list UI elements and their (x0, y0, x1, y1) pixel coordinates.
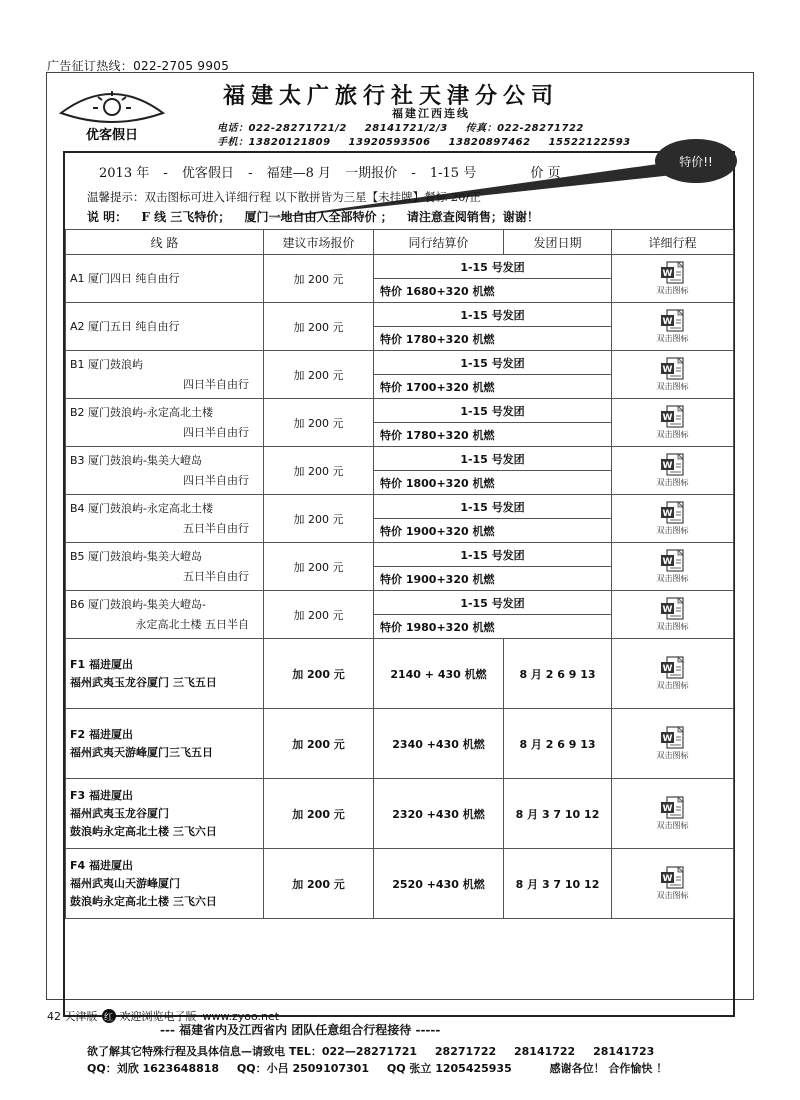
itinerary-icon-cell[interactable] (612, 639, 734, 709)
itinerary-label: 双击图标 (656, 891, 689, 900)
itinerary-icon-cell[interactable] (612, 849, 734, 919)
route-cell: B2 厦门鼓浪屿-永定高北土楼 四日半自由行 (66, 399, 264, 447)
route-cell: B1 厦门鼓浪屿 四日半自由行 (66, 351, 264, 399)
col-market-price: 建议市场报价 (264, 230, 374, 255)
itinerary-icon-cell[interactable] (612, 495, 734, 543)
market-price-cell: 加 200 元 (264, 447, 374, 495)
table-row (66, 351, 734, 399)
table-row (66, 591, 734, 639)
word-doc-icon (660, 405, 686, 429)
route-cell: F4 福进厦出 福州武夷山天游峰厦门 鼓浪屿永定高北土楼 三飞六日 (66, 849, 264, 919)
market-price-cell: 加 200 元 (264, 495, 374, 543)
svg-text:W: W (662, 557, 672, 567)
itinerary-label: 双击图标 (656, 286, 689, 295)
route-cell: F3 福进厦出 福州武夷玉龙谷厦门 鼓浪屿永定高北土楼 三飞六日 (66, 779, 264, 849)
table-row (66, 255, 734, 303)
word-doc-icon (660, 656, 686, 680)
settle-price-cell: 1-15 号发团 特价 1680+320 机燃 (374, 255, 612, 303)
itinerary-icon-cell[interactable] (612, 447, 734, 495)
contact-line-1 (217, 119, 598, 134)
route-cell: A1 厦门四日 纯自由行 (66, 255, 264, 303)
table-header-row (66, 230, 734, 255)
itinerary-label: 双击图标 (656, 382, 689, 391)
table-row (66, 495, 734, 543)
itinerary-label: 双击图标 (656, 526, 689, 535)
warm-tip: 温馨提示：双击图标可进入详细行程 以下散拼皆为三星【未挂牌】餐标 20/正 (87, 190, 481, 204)
settle-price-cell: 2320 +430 机燃 (374, 779, 504, 849)
table-row (66, 639, 734, 709)
contact-phone-2: 28141721/2/3 (364, 123, 448, 134)
sun-logo-icon (57, 81, 167, 143)
route-cell: F2 福进厦出 福州武夷天游峰厦门三飞五日 (66, 709, 264, 779)
itinerary-label: 双击图标 (656, 821, 689, 830)
word-doc-icon (660, 501, 686, 525)
word-doc-icon (660, 309, 686, 333)
svg-text:W: W (662, 269, 672, 279)
company-logo (57, 81, 167, 143)
welcome-text: 欢迎浏览电子版 (119, 1010, 197, 1023)
svg-text:W: W (662, 605, 672, 615)
settle-price-cell: 1-15 号发团 特价 1700+320 机燃 (374, 351, 612, 399)
market-price-cell: 加 200 元 (264, 543, 374, 591)
itinerary-icon-cell[interactable] (612, 255, 734, 303)
word-doc-icon (660, 261, 686, 285)
market-price-cell: 加 200 元 (264, 255, 374, 303)
tour-price-table (65, 229, 734, 919)
word-doc-icon (660, 453, 686, 477)
table-row (66, 303, 734, 351)
svg-text:W: W (662, 509, 672, 519)
col-route: 线 路 (66, 230, 264, 255)
svg-text:W: W (662, 461, 672, 471)
depart-date-cell: 8 月 2 6 9 13 (504, 709, 612, 779)
settle-price-cell: 2140 + 430 机燃 (374, 639, 504, 709)
svg-text:W: W (662, 413, 672, 423)
settle-price-cell: 1-15 号发团 特价 1900+320 机燃 (374, 543, 612, 591)
itinerary-label: 双击图标 (656, 574, 689, 583)
itinerary-icon-cell[interactable] (612, 709, 734, 779)
group-tour-note: --- 福建省内及江西省内 团队任意组合行程接待 ----- (160, 1023, 441, 1037)
table-row (66, 849, 734, 919)
contact-line-2 (217, 133, 645, 148)
depart-date-cell: 8 月 3 7 10 12 (504, 849, 612, 919)
settle-price-cell: 2340 +430 机燃 (374, 709, 504, 779)
route-cell: F1 福进厦出 福州武夷玉龙谷厦门 三飞五日 (66, 639, 264, 709)
depart-date-cell: 8 月 2 6 9 13 (504, 639, 612, 709)
table-row (66, 543, 734, 591)
red-badge-icon: 红 (102, 1009, 116, 1023)
market-price-cell: 加 200 元 (264, 709, 374, 779)
page-footer (47, 1008, 279, 1024)
route-cell: B5 厦门鼓浪屿-集美大嶝岛 五日半自由行 (66, 543, 264, 591)
svg-text:W: W (662, 734, 672, 744)
table-row (66, 399, 734, 447)
itinerary-label: 双击图标 (656, 334, 689, 343)
settle-price-cell: 2520 +430 机燃 (374, 849, 504, 919)
page-label: 42 天津版 (47, 1010, 98, 1023)
settle-price-cell: 1-15 号发团 特价 1780+320 机燃 (374, 303, 612, 351)
table-row (66, 779, 734, 849)
col-depart-date: 发团日期 (504, 230, 612, 255)
word-doc-icon (660, 726, 686, 750)
market-price-cell: 加 200 元 (264, 639, 374, 709)
route-cell: B4 厦门鼓浪屿-永定高北土楼 五日半自由行 (66, 495, 264, 543)
word-doc-icon (660, 866, 686, 890)
word-doc-icon (660, 357, 686, 381)
svg-text:W: W (662, 664, 672, 674)
market-price-cell: 加 200 元 (264, 849, 374, 919)
itinerary-icon-cell[interactable] (612, 543, 734, 591)
svg-text:W: W (662, 365, 672, 375)
itinerary-icon-cell[interactable] (612, 303, 734, 351)
table-row (66, 447, 734, 495)
special-price-bubble: 特价!! (655, 139, 737, 183)
banner-title: 2013 年 - 优客假日 - 福建—8 月 一期报价 - 1-15 号 价 页 (99, 166, 561, 181)
settle-price-cell: 1-15 号发团 特价 1900+320 机燃 (374, 495, 612, 543)
ad-hotline: 广告征订热线：022-2705 9905 (47, 59, 230, 73)
contact-mobile: 手机：13820121809 (217, 137, 331, 148)
logo-text: 优客假日 (85, 128, 139, 143)
itinerary-label: 双击图标 (656, 430, 689, 439)
table-body (66, 255, 734, 919)
itinerary-icon-cell[interactable] (612, 399, 734, 447)
company-subtitle: 福建江西连线 (392, 107, 470, 120)
settle-price-cell: 1-15 号发团 特价 1800+320 机燃 (374, 447, 612, 495)
contact-mobile-4: 15522122593 (548, 137, 631, 148)
route-cell: B3 厦门鼓浪屿-集美大嶝岛 四日半自由行 (66, 447, 264, 495)
word-doc-icon (660, 597, 686, 621)
contact-phones: 欲了解其它特殊行程及具体信息—请致电 TEL：022—28271721 28271722 28141722 28141723 (87, 1045, 655, 1058)
site-url[interactable]: www.zyoo.net (202, 1009, 280, 1023)
company-name: 福建太广旅行社天津分公司 (223, 83, 560, 109)
contact-mobile-2: 13920593506 (348, 137, 431, 148)
qq-contacts: QQ：刘欣 1623648818 QQ：小吕 2509107301 QQ 张立 1205425935 感谢各位！ 合作愉快 ！ (87, 1062, 668, 1075)
market-price-cell: 加 200 元 (264, 591, 374, 639)
col-itinerary: 详细行程 (612, 230, 734, 255)
itinerary-label: 双击图标 (656, 751, 689, 760)
word-doc-icon (660, 549, 686, 573)
itinerary-label: 双击图标 (656, 622, 689, 631)
route-cell: A2 厦门五日 纯自由行 (66, 303, 264, 351)
itinerary-icon-cell[interactable] (612, 779, 734, 849)
itinerary-label: 双击图标 (656, 478, 689, 487)
route-cell: B6 厦门鼓浪屿-集美大嶝岛- 永定高北土楼 五日半自 (66, 591, 264, 639)
depart-date-cell: 8 月 3 7 10 12 (504, 779, 612, 849)
contact-fax: 传真：022-28271722 (465, 123, 584, 134)
svg-text:W: W (662, 804, 672, 814)
market-price-cell: 加 200 元 (264, 779, 374, 849)
contact-phone: 电话：022-28271721/2 (217, 123, 347, 134)
itinerary-label: 双击图标 (656, 681, 689, 690)
itinerary-icon-cell[interactable] (612, 351, 734, 399)
market-price-cell: 加 200 元 (264, 303, 374, 351)
notes-line: 说 明： F 线 三飞特价； 厦门一地自由人全部特价 ； 请注意查阅销售；谢谢！ (87, 210, 539, 224)
itinerary-icon-cell[interactable] (612, 591, 734, 639)
word-doc-icon (660, 796, 686, 820)
col-settle-price: 同行结算价 (374, 230, 504, 255)
market-price-cell: 加 200 元 (264, 399, 374, 447)
settle-price-cell: 1-15 号发团 特价 1780+320 机燃 (374, 399, 612, 447)
contact-mobile-3: 13820897462 (448, 137, 531, 148)
svg-text:W: W (662, 317, 672, 327)
company-header (47, 73, 753, 147)
settle-price-cell: 1-15 号发团 特价 1980+320 机燃 (374, 591, 612, 639)
table-row (66, 709, 734, 779)
svg-text:W: W (662, 874, 672, 884)
market-price-cell: 加 200 元 (264, 351, 374, 399)
